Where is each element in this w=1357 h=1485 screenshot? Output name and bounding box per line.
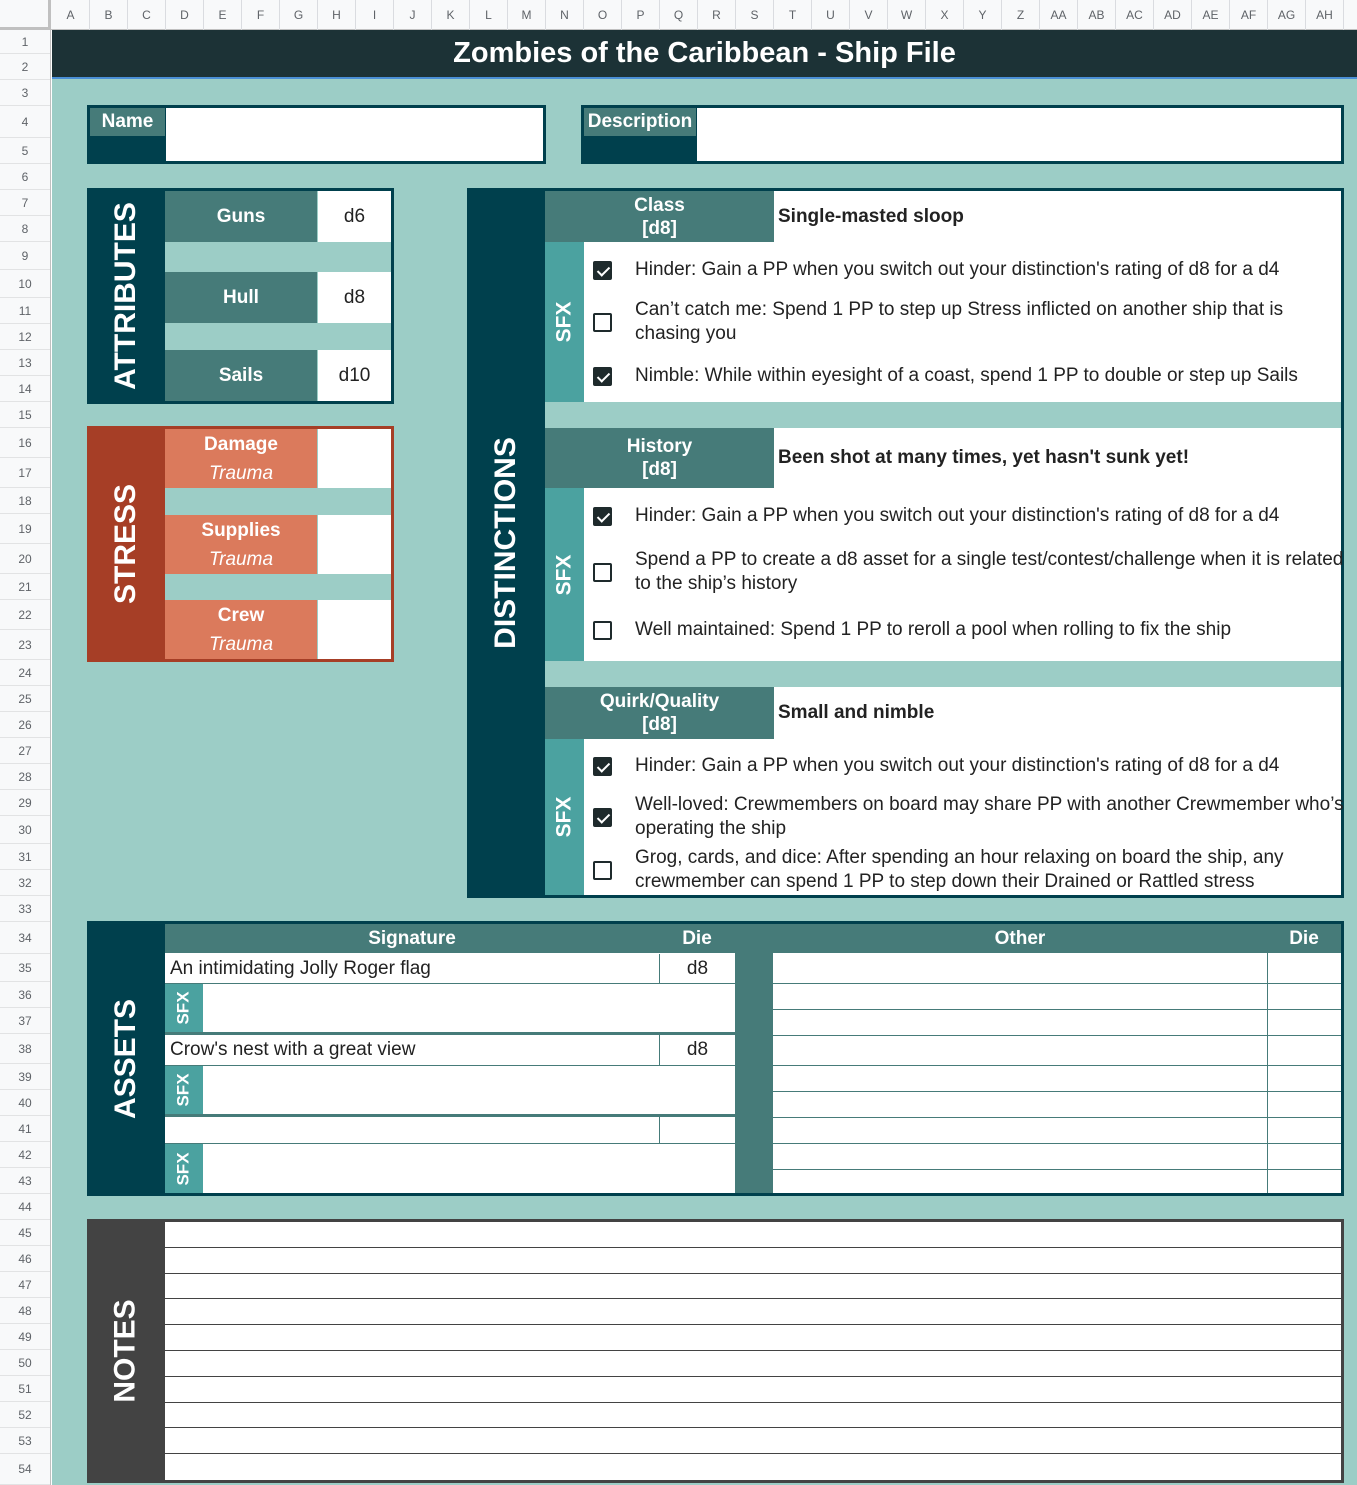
row-header[interactable]: 48 [0, 1298, 50, 1324]
distinction-quirk [545, 687, 1344, 895]
sfx-checkbox[interactable] [593, 507, 612, 526]
other-assets-table [773, 953, 1341, 1193]
notes-line[interactable] [165, 1325, 1341, 1351]
row-header[interactable]: 23 [0, 630, 50, 660]
distinction-history-label: History [d8] [545, 428, 774, 488]
column-header[interactable]: K [432, 0, 470, 30]
other-asset-name[interactable] [778, 1169, 1267, 1193]
column-header[interactable]: S [736, 0, 774, 30]
other-asset-name[interactable] [778, 1091, 1267, 1117]
column-header[interactable]: X [926, 0, 964, 30]
column-header[interactable]: AH [1306, 0, 1344, 30]
row-header[interactable]: 14 [0, 376, 50, 402]
signature-asset-name[interactable] [170, 1117, 659, 1143]
attribute-sails-label: Sails [165, 350, 317, 401]
column-header[interactable]: U [812, 0, 850, 30]
stress-heading: STRESS [109, 483, 142, 605]
stress-supplies-value[interactable] [318, 515, 391, 574]
notes-area [165, 1222, 1341, 1480]
assets-heading: ASSETS [109, 998, 142, 1119]
column-header[interactable]: Y [964, 0, 1002, 30]
row-header[interactable]: 19 [0, 514, 50, 544]
row-header[interactable]: 10 [0, 270, 50, 298]
distinction-quirk-value[interactable]: Small and nimble [778, 702, 935, 723]
column-header[interactable]: AA [1040, 0, 1078, 30]
attribute-hull-label: Hull [165, 272, 317, 323]
column-header[interactable]: O [584, 0, 622, 30]
other-asset-die[interactable] [1268, 1117, 1341, 1143]
sfx-row [584, 363, 1298, 389]
other-asset-name[interactable] [778, 983, 1267, 1009]
notes-line[interactable] [165, 1222, 1341, 1248]
sfx-checkbox[interactable] [593, 367, 612, 386]
row-header[interactable]: 3 [0, 80, 50, 106]
other-asset-die[interactable] [1268, 1009, 1341, 1035]
row-header[interactable]: 29 [0, 790, 50, 816]
sheet-title: Zombies of the Caribbean - Ship File [52, 30, 1357, 79]
sfx-row [584, 503, 1279, 529]
row-header[interactable]: 52 [0, 1402, 50, 1428]
row-header[interactable]: 40 [0, 1090, 50, 1116]
column-header[interactable]: L [470, 0, 508, 30]
row-header[interactable]: 16 [0, 428, 50, 458]
sfx-text: Grog, cards, and dice: After spending an hour relaxing on board the ship, any crewmember can spend 1 PP to step down their Drained or Rattled stress [635, 847, 1284, 892]
row-header[interactable]: 51 [0, 1376, 50, 1402]
row-header[interactable]: 38 [0, 1034, 50, 1064]
column-header[interactable]: N [546, 0, 584, 30]
other-asset-die[interactable] [1268, 1035, 1341, 1065]
distinction-class [545, 191, 1341, 402]
column-header[interactable]: W [888, 0, 926, 30]
signature-asset-die[interactable] [660, 1117, 735, 1143]
column-header[interactable]: AF [1230, 0, 1268, 30]
attribute-hull-die[interactable]: d8 [318, 272, 391, 323]
attribute-sails-die[interactable]: d10 [318, 350, 391, 401]
row-header[interactable]: 43 [0, 1168, 50, 1194]
column-header[interactable]: A [52, 0, 90, 30]
sfx-text: Can’t catch me: Spend 1 PP to step up Stress inflicted on another ship that is chasing you [635, 299, 1284, 344]
signature-asset-sfx-label: SFX [165, 984, 203, 1032]
notes-line[interactable] [165, 1274, 1341, 1300]
stress-panel [87, 426, 394, 662]
column-header[interactable]: AE [1192, 0, 1230, 30]
notes-line[interactable] [165, 1428, 1341, 1454]
row-header[interactable]: 15 [0, 402, 50, 428]
sfx-row [584, 753, 1279, 779]
row-header[interactable]: 49 [0, 1324, 50, 1350]
row-header[interactable]: 11 [0, 298, 50, 324]
distinction-quirk-sfx-label: SFX [545, 739, 584, 895]
signature-asset-name[interactable]: Crow's nest with a great view [170, 1039, 416, 1060]
other-asset-die[interactable] [1268, 953, 1341, 983]
row-header[interactable]: 25 [0, 686, 50, 712]
column-header[interactable]: AG [1268, 0, 1306, 30]
notes-line[interactable] [165, 1454, 1341, 1480]
notes-heading: NOTES [109, 1299, 143, 1403]
row-header[interactable]: 12 [0, 324, 50, 350]
other-asset-name[interactable] [778, 1009, 1267, 1035]
row-header[interactable]: 50 [0, 1350, 50, 1376]
row-header[interactable]: 21 [0, 574, 50, 600]
sfx-row [584, 845, 1355, 895]
sfx-checkbox[interactable] [593, 261, 612, 280]
row-header[interactable]: 13 [0, 350, 50, 376]
other-asset-die[interactable] [1268, 1143, 1341, 1169]
distinction-history-value[interactable]: Been shot at many times, yet hasn't sunk yet! [778, 447, 1190, 468]
other-asset-die[interactable] [1268, 1091, 1341, 1117]
distinction-class-value[interactable]: Single-masted sloop [778, 205, 964, 227]
row-header[interactable]: 5 [0, 138, 50, 164]
signature-asset-sfx[interactable] [203, 1066, 735, 1114]
row-header[interactable]: 28 [0, 764, 50, 790]
description-field [581, 105, 1344, 164]
column-header[interactable]: P [622, 0, 660, 30]
signature-asset-die[interactable]: d8 [686, 957, 709, 979]
column-header[interactable]: I [356, 0, 394, 30]
signature-asset-name[interactable]: An intimidating Jolly Roger flag [170, 957, 431, 979]
other-asset-die[interactable] [1268, 983, 1341, 1009]
distinction-class-sfx-label: SFX [545, 242, 584, 402]
sfx-text: Well maintained: Spend 1 PP to reroll a pool when rolling to fix the ship [635, 619, 1232, 640]
column-header-bar [0, 0, 1357, 30]
notes-line[interactable] [165, 1403, 1341, 1429]
distinction-quirk-label: Quirk/Quality [d8] [545, 687, 774, 739]
sfx-text: Hinder: Gain a PP when you switch out your distinction's rating of d8 for a d4 [635, 259, 1280, 280]
signature-asset-die[interactable]: d8 [686, 1039, 709, 1060]
sfx-checkbox[interactable] [593, 757, 612, 776]
other-asset-name[interactable] [778, 1117, 1267, 1143]
attributes-panel [87, 188, 394, 404]
row-header[interactable]: 47 [0, 1272, 50, 1298]
sfx-row [584, 547, 1345, 597]
distinction-history [545, 428, 1344, 661]
row-header[interactable]: 35 [0, 954, 50, 982]
stress-crew-value[interactable] [318, 600, 391, 659]
row-header[interactable]: 42 [0, 1142, 50, 1168]
row-header[interactable]: 46 [0, 1246, 50, 1272]
description-input[interactable] [697, 108, 1341, 161]
assets-die-header: Die [682, 927, 712, 949]
sfx-text: Nimble: While within eyesight of a coast, spend 1 PP to double or step up Sails [635, 365, 1298, 386]
column-header[interactable]: AC [1116, 0, 1154, 30]
column-header[interactable]: E [204, 0, 242, 30]
sfx-text: Spend a PP to create a d8 asset for a single test/contest/challenge when it is related to the ship’s history [635, 549, 1344, 594]
column-header[interactable]: Z [1002, 0, 1040, 30]
signature-asset-sfx[interactable] [203, 984, 735, 1032]
description-label: Description [584, 108, 696, 136]
notes-panel [87, 1219, 1344, 1483]
row-header[interactable]: 27 [0, 738, 50, 764]
column-header[interactable]: C [128, 0, 166, 30]
row-header[interactable]: 36 [0, 982, 50, 1008]
attribute-guns-die[interactable]: d6 [318, 191, 391, 242]
stress-damage-label: Damage Trauma [165, 429, 317, 488]
row-header[interactable]: 4 [0, 106, 50, 138]
signature-asset-sfx[interactable] [203, 1144, 735, 1193]
column-header[interactable]: V [850, 0, 888, 30]
distinction-class-label: Class [d8] [545, 191, 774, 242]
other-asset-name[interactable] [778, 1065, 1267, 1091]
row-header[interactable]: 17 [0, 458, 50, 488]
distinction-history-sfx-label: SFX [545, 488, 584, 661]
sfx-text: Hinder: Gain a PP when you switch out your distinction's rating of d8 for a d4 [635, 505, 1280, 526]
signature-asset-sfx-label: SFX [165, 1144, 203, 1193]
assets-other-header: Other [994, 927, 1046, 949]
column-header[interactable]: J [394, 0, 432, 30]
row-header[interactable]: 45 [0, 1220, 50, 1246]
column-header[interactable]: G [280, 0, 318, 30]
sfx-checkbox[interactable] [593, 861, 612, 880]
row-header[interactable]: 2 [0, 54, 50, 80]
row-header[interactable]: 34 [0, 922, 50, 954]
distinctions-heading: DISTINCTIONS [489, 437, 523, 649]
other-asset-name[interactable] [778, 1035, 1267, 1065]
sfx-checkbox[interactable] [593, 808, 612, 827]
sfx-row [584, 792, 1355, 842]
column-header[interactable]: H [318, 0, 356, 30]
sfx-row [584, 617, 1231, 643]
other-asset-die[interactable] [1268, 1065, 1341, 1091]
column-header[interactable]: AD [1154, 0, 1192, 30]
sfx-checkbox[interactable] [593, 313, 612, 332]
notes-line[interactable] [165, 1377, 1341, 1403]
column-header[interactable]: AB [1078, 0, 1116, 30]
other-asset-name[interactable] [778, 953, 1267, 983]
assets-panel [87, 921, 1344, 1196]
row-header[interactable]: 33 [0, 896, 50, 922]
assets-other-die-header: Die [1289, 927, 1319, 949]
row-header[interactable]: 7 [0, 190, 50, 216]
row-header[interactable]: 9 [0, 242, 50, 270]
sfx-text: Hinder: Gain a PP when you switch out your distinction's rating of d8 for a d4 [635, 755, 1280, 776]
sfx-checkbox[interactable] [593, 563, 612, 582]
row-header[interactable]: 30 [0, 816, 50, 844]
row-header[interactable]: 26 [0, 712, 50, 738]
row-header[interactable]: 31 [0, 844, 50, 870]
notes-line[interactable] [165, 1248, 1341, 1274]
column-header[interactable]: T [774, 0, 812, 30]
row-header[interactable]: 18 [0, 488, 50, 514]
row-header[interactable]: 37 [0, 1008, 50, 1034]
stress-supplies-label: Supplies Trauma [165, 515, 317, 574]
row-header[interactable]: 8 [0, 216, 50, 242]
column-header[interactable]: Q [660, 0, 698, 30]
distinctions-panel [467, 188, 1344, 898]
other-asset-die[interactable] [1268, 1169, 1341, 1193]
column-header[interactable]: D [166, 0, 204, 30]
column-header[interactable]: R [698, 0, 736, 30]
signature-asset-sfx-label: SFX [165, 1066, 203, 1114]
row-header[interactable]: 20 [0, 544, 50, 574]
row-header[interactable]: 24 [0, 660, 50, 686]
row-header[interactable]: 6 [0, 164, 50, 190]
column-header[interactable]: B [90, 0, 128, 30]
sfx-checkbox[interactable] [593, 621, 612, 640]
row-header[interactable]: 54 [0, 1454, 50, 1485]
sfx-row [584, 297, 1335, 347]
row-header[interactable]: 39 [0, 1064, 50, 1090]
notes-line[interactable] [165, 1299, 1341, 1325]
notes-line[interactable] [165, 1351, 1341, 1377]
select-all-corner[interactable] [0, 0, 51, 30]
attributes-heading: ATTRIBUTES [109, 202, 143, 390]
name-field [87, 105, 546, 164]
row-header[interactable]: 44 [0, 1194, 50, 1220]
row-header[interactable]: 41 [0, 1116, 50, 1142]
assets-signature-header: Signature [368, 927, 456, 949]
attribute-guns-label: Guns [165, 191, 317, 242]
sfx-row [584, 257, 1279, 283]
row-header[interactable]: 32 [0, 870, 50, 896]
row-header[interactable]: 22 [0, 600, 50, 630]
row-header-bar [0, 30, 51, 1485]
other-asset-name[interactable] [778, 1143, 1267, 1169]
row-header[interactable]: 53 [0, 1428, 50, 1454]
stress-crew-label: Crew Trauma [165, 600, 317, 659]
name-input[interactable] [166, 108, 543, 161]
sfx-text: Well-loved: Crewmembers on board may share PP with another Crewmember who’s operating the ship [635, 794, 1344, 839]
name-label: Name [90, 108, 165, 136]
column-header[interactable]: M [508, 0, 546, 30]
column-header[interactable]: F [242, 0, 280, 30]
stress-damage-value[interactable] [318, 429, 391, 488]
row-header[interactable]: 1 [0, 30, 50, 54]
